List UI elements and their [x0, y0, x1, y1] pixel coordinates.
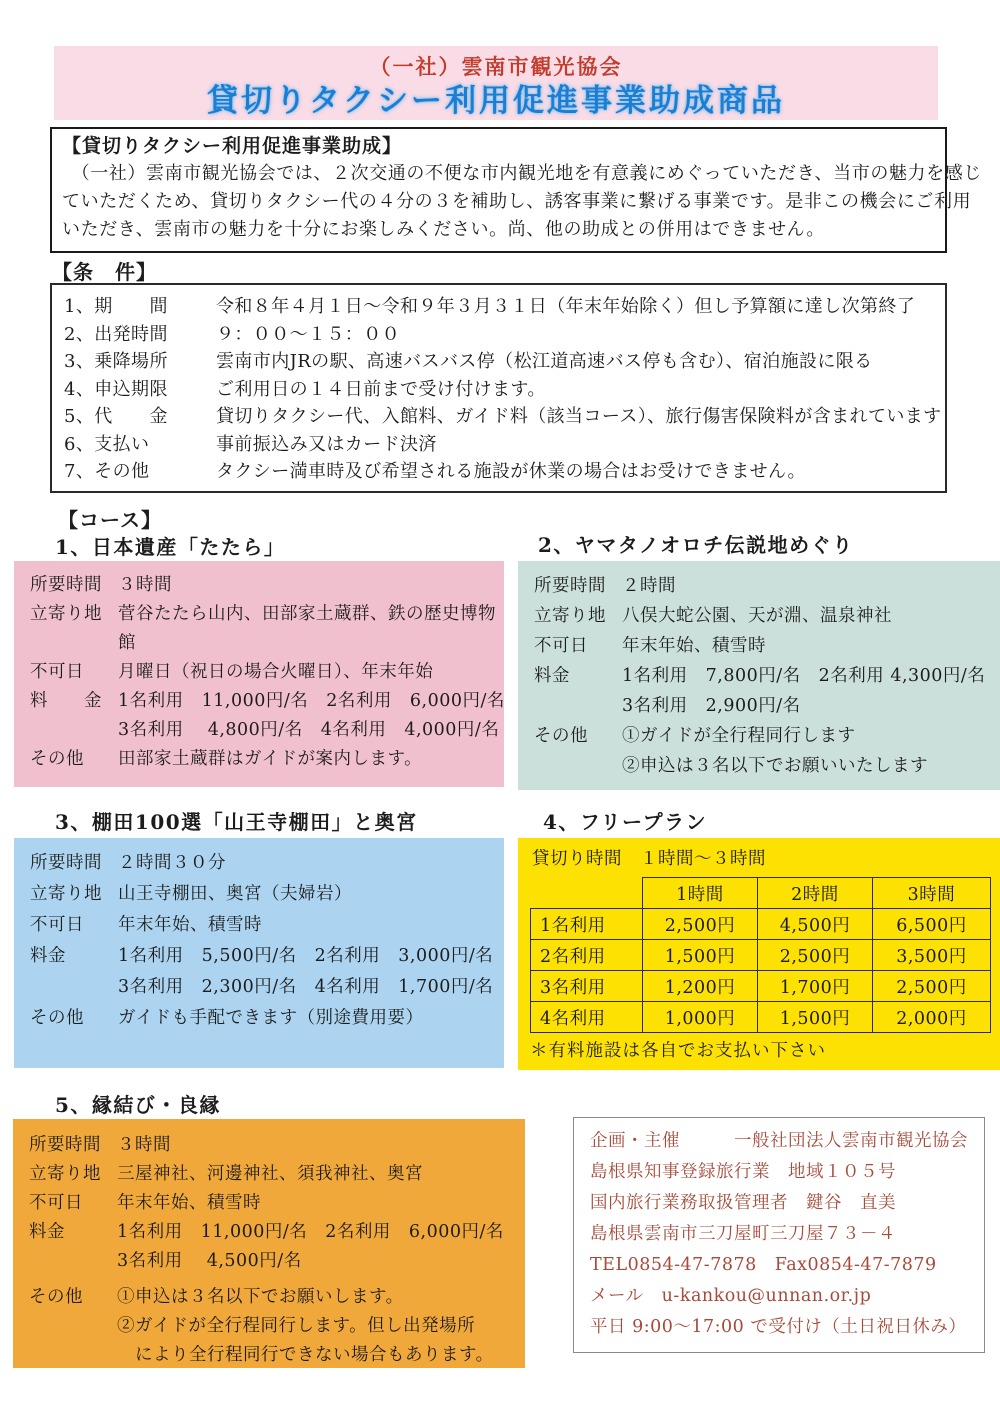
condition-value: 貸切りタクシー代、入館料、ガイド料（該当コース）、旅行傷害保険料が含まれています	[216, 406, 942, 427]
charter-time-label: 貸切り時間	[532, 849, 622, 869]
course-row	[21, 1131, 517, 1160]
condition-label: 6、支払い	[64, 433, 150, 455]
condition-value: 令和８年４月１日～令和９年３月３１日（年末年始除く）但し予算額に達し次第終了	[216, 296, 916, 317]
intro-line: いただき、雲南市の魅力を十分にお楽しみください。尚、他の助成との併用はできません。	[62, 219, 825, 240]
course-row	[22, 941, 496, 1003]
freeplan-note: ＊有料施設は各自でお支払い下さい	[530, 1041, 826, 1061]
course-row-value: 1名利用 7,800円/名 2名利用 4,300円/名	[622, 666, 986, 686]
course-row-label: 所要時間	[534, 576, 606, 596]
price-cell: 4,500円	[758, 909, 873, 940]
price-cell: 2,000円	[873, 1002, 991, 1033]
course-3-box	[14, 838, 504, 1068]
conditions-box	[50, 283, 947, 493]
price-cell: 1,700円	[758, 971, 873, 1002]
price-table-row	[531, 940, 991, 971]
course-row-label: 所要時間	[30, 853, 102, 873]
condition-label: 1、期 間	[64, 296, 168, 317]
course-row-label: 不可日	[30, 915, 84, 935]
course-row-value: 1名利用 5,500円/名 2名利用 3,000円/名	[118, 946, 494, 966]
price-cell: 2,500円	[643, 909, 758, 940]
course-5-title: 5、縁結び・良縁	[55, 1093, 221, 1117]
course-row-label: 不可日	[29, 1193, 83, 1213]
course-row	[21, 1189, 517, 1218]
course-row-label: 所要時間	[30, 575, 102, 595]
page-title: 貸切りタクシー利用促進事業助成商品	[207, 83, 785, 119]
condition-item	[64, 348, 935, 376]
course-row-value: 館	[118, 633, 136, 653]
condition-value: タクシー満車時及び希望される施設が休業の場合はお受けできません。	[216, 461, 806, 482]
course-row-value: 1名利用 11,000円/名 2名利用 6,000円/名	[117, 1222, 504, 1242]
intro-line: ていただくため、貸切りタクシー代の４分の３を補助し、誘客事業に繋げる事業です。是非この機会にご利用	[62, 191, 972, 212]
condition-item	[64, 403, 942, 431]
course-row-value: ②申込は３名以下でお願いいたします	[622, 756, 928, 776]
courses-heading: 【コース】	[58, 508, 162, 532]
course-row-value: 年末年始、積雪時	[117, 1193, 261, 1213]
course-row-label: 不可日	[534, 636, 588, 656]
course-row-value: 年末年始、積雪時	[622, 636, 766, 656]
course-2-title: 2、ヤマタノオロチ伝説地めぐり	[538, 533, 854, 557]
price-row-label: 3名利用	[531, 971, 643, 1002]
course-row	[526, 721, 992, 781]
course-row-label: 料金	[534, 666, 570, 686]
course-row-value: ②ガイドが全行程同行します。但し出発場所	[117, 1316, 476, 1336]
price-cell: 1,200円	[643, 971, 758, 1002]
conditions-heading: 【条 件】	[52, 260, 157, 284]
course-row-value: ガイドも手配できます（別途費用要）	[118, 1008, 424, 1028]
charter-time-row	[522, 846, 996, 872]
course-row	[22, 745, 496, 774]
price-cell: 2,500円	[873, 971, 991, 1002]
course-row-value: 月曜日（祝日の場合火曜日）、年末年始	[118, 662, 434, 682]
condition-value: 雲南市内JRの駅、高速バスバス停（松江道高速バス停も含む）、宿泊施設に限る	[216, 351, 873, 372]
course-row	[22, 658, 496, 687]
price-table-row	[531, 1002, 991, 1033]
course-row-label: その他	[29, 1287, 83, 1307]
course-2-box	[518, 561, 1000, 790]
contact-box	[573, 1117, 985, 1353]
course-row-value: 3名利用 4,500円/名	[117, 1251, 302, 1271]
course-row	[22, 848, 496, 879]
course-row-label: 料 金	[30, 691, 102, 711]
course-5-box	[13, 1119, 525, 1368]
intro-box	[50, 127, 982, 253]
course-row-label: 立寄り地	[30, 884, 102, 904]
course-row-value: 3名利用 2,900円/名	[622, 696, 801, 716]
charter-time-value: １時間～３時間	[640, 849, 766, 869]
course-1-title: 1、日本遺産「たたら」	[55, 535, 286, 559]
price-table-row	[531, 909, 991, 940]
price-table-header: 2時間	[758, 878, 873, 909]
price-row-label: 1名利用	[531, 909, 643, 940]
course-row	[526, 571, 992, 601]
price-row-label: 4名利用	[531, 1002, 643, 1033]
course-row-value: ３時間	[117, 1135, 171, 1155]
course-row-value: 三屋神社、河邊神社、須我神社、奥宮	[117, 1164, 423, 1184]
price-row-label: 2名利用	[531, 940, 643, 971]
freeplan-price-table	[530, 877, 991, 1033]
course-row-value: ①ガイドが全行程同行します	[622, 726, 856, 746]
course-row	[22, 879, 496, 910]
price-cell: 1,500円	[758, 1002, 873, 1033]
course-row-label: 料金	[30, 946, 66, 966]
course-row-label: その他	[30, 749, 84, 769]
course-1-box	[14, 561, 504, 787]
course-row	[526, 661, 992, 721]
course-row	[22, 687, 505, 745]
condition-item	[64, 458, 935, 486]
price-cell: 3,500円	[873, 940, 991, 971]
course-row-label: 立寄り地	[534, 606, 606, 626]
header-band	[54, 46, 938, 120]
course-row	[21, 1160, 517, 1189]
course-4-box	[518, 838, 1000, 1070]
course-row-value: 年末年始、積雪時	[118, 915, 262, 935]
condition-label: 2、出発時間	[64, 323, 168, 345]
intro-line: （一社）雲南市観光協会では、２次交通の不便な市内観光地を有意義にめぐっていただき、当市の魅力を感じ	[62, 163, 982, 184]
condition-value: 事前振込み又はカード決済	[216, 433, 437, 455]
course-row-label: 立寄り地	[29, 1164, 101, 1184]
price-table-header-row	[531, 878, 991, 909]
course-row	[22, 571, 496, 600]
course-row	[22, 1003, 496, 1034]
condition-item	[64, 431, 935, 459]
course-row	[526, 601, 992, 631]
course-row-value: ２時間	[622, 576, 676, 596]
course-row	[526, 631, 992, 661]
course-row-label: 料金	[29, 1222, 65, 1242]
course-row-value: 菅谷たたら山内、田部家土蔵群、鉄の歴史博物	[118, 604, 496, 624]
course-row-value: ①申込は３名以下でお願いします。	[117, 1287, 404, 1307]
course-row-label: 不可日	[30, 662, 84, 682]
course-row	[22, 910, 496, 941]
course-4-title: 4、フリープラン	[543, 810, 708, 834]
condition-label: 3、乗降場所	[64, 351, 168, 372]
course-row	[22, 600, 496, 658]
condition-value: ご利用日の１４日前まで受け付けます。	[216, 378, 546, 400]
course-row-value: 田部家土蔵群はガイドが案内します。	[118, 749, 423, 769]
course-row-label: 所要時間	[29, 1135, 101, 1155]
condition-item	[64, 293, 935, 321]
condition-item	[64, 376, 935, 404]
price-table-blank-cell	[531, 878, 643, 909]
price-cell: 2,500円	[758, 940, 873, 971]
course-row-value: 八俣大蛇公園、天が淵、温泉神社	[622, 606, 892, 626]
contact-hours-line: 平日 9:00～17:00 で受付け（土日祝日休み）	[590, 1317, 967, 1337]
price-cell: 6,500円	[873, 909, 991, 940]
course-row	[21, 1218, 517, 1276]
course-row	[21, 1283, 517, 1370]
course-row-value: 1名利用 11,000円/名 2名利用 6,000円/名	[118, 691, 505, 711]
price-table-header: 3時間	[873, 878, 991, 909]
condition-label: 7、その他	[64, 461, 150, 482]
condition-label: 4、申込期限	[64, 378, 168, 400]
condition-label: 5、代 金	[64, 406, 168, 427]
condition-item	[64, 321, 935, 349]
price-table-header: 1時間	[643, 878, 758, 909]
condition-value: ９：００～１５：００	[216, 323, 400, 345]
intro-heading: 【貸切りタクシー利用促進事業助成】	[62, 135, 403, 157]
contact-email-line: メール u-kankou@unnan.or.jp	[590, 1286, 872, 1306]
course-row-value: 山王寺棚田、奥宮（夫婦岩）	[118, 884, 352, 904]
course-3-title: 3、棚田100選「山王寺棚田」と奥宮	[55, 810, 418, 834]
course-row-value: 3名利用 4,800円/名 4名利用 4,000円/名	[118, 720, 500, 740]
contact-line: 島根県知事登録旅行業 地域１０５号	[590, 1162, 896, 1182]
price-cell: 1,000円	[643, 1002, 758, 1033]
price-table-row	[531, 971, 991, 1002]
course-row-label: その他	[534, 726, 588, 746]
course-row-value: 3名利用 2,300円/名 4名利用 1,700円/名	[118, 977, 494, 997]
course-row-label: その他	[30, 1008, 84, 1028]
course-row-value: ３時間	[118, 575, 172, 595]
contact-line: 島根県雲南市三刀屋町三刀屋７３－４	[590, 1224, 896, 1244]
course-row-value: ２時間３０分	[118, 853, 226, 873]
contact-line: 企画・主催 一般社団法人雲南市観光協会	[590, 1131, 968, 1151]
price-cell: 1,500円	[643, 940, 758, 971]
header-org-line: （一社）雲南市観光協会	[369, 54, 623, 79]
course-row-label: 立寄り地	[30, 604, 102, 624]
course-row-value: により全行程同行できない場合もあります。	[117, 1345, 494, 1365]
contact-line: 国内旅行業務取扱管理者 鍵谷 直美	[590, 1193, 896, 1213]
contact-phone-line: TEL0854-47-7878 Fax0854-47-7879	[590, 1255, 937, 1275]
